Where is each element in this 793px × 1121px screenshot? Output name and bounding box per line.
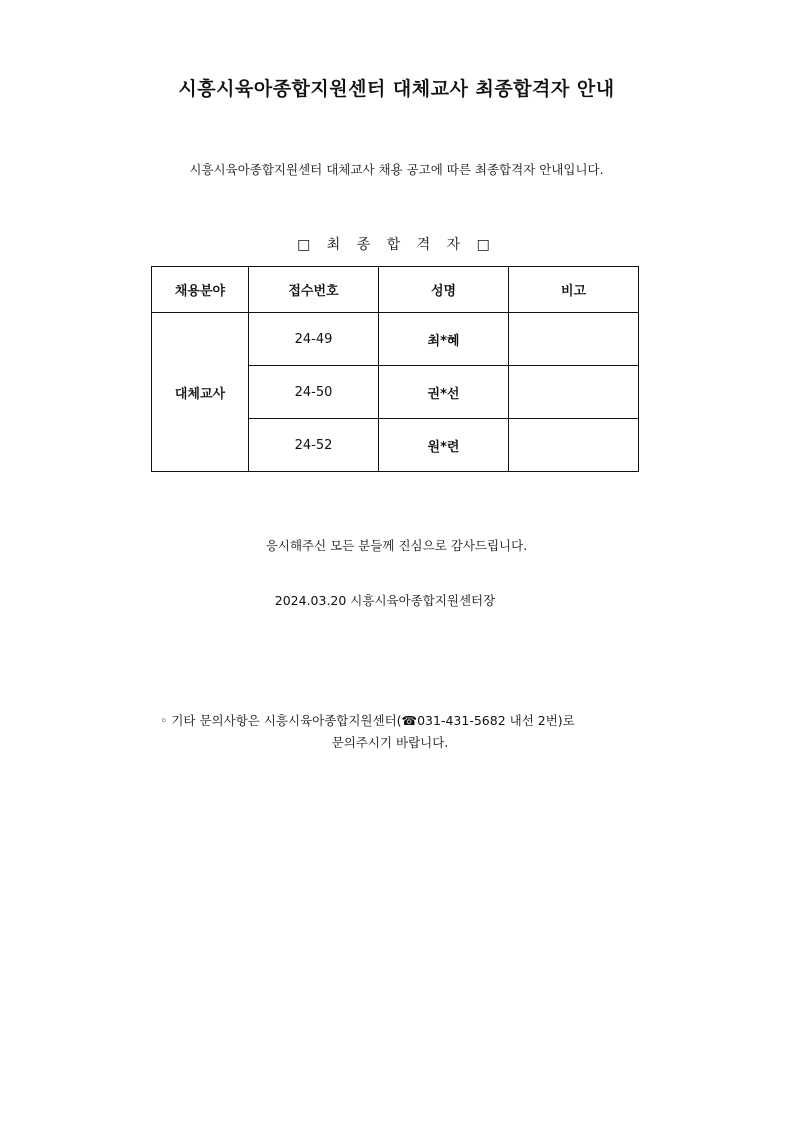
field-cell: 대체교사 xyxy=(152,313,249,472)
name-cell: 최*혜 xyxy=(379,313,509,366)
number-cell: 24-52 xyxy=(249,419,379,472)
number-cell: 24-49 xyxy=(249,313,379,366)
contact-line-2: 문의주시기 바랍니다. xyxy=(331,735,449,750)
intro-text: 시흥시육아종합지원센터 대체교사 채용 공고에 따른 최종합격자 안내입니다. xyxy=(189,162,604,177)
contact-line-1: ◦ 기타 문의사항은 시흥시육아종합지원센터(☎031-431-5682 내선 2번)로 xyxy=(160,713,575,728)
number-cell: 24-50 xyxy=(249,366,379,419)
header-number: 접수번호 xyxy=(249,267,379,313)
header-name: 성명 xyxy=(379,267,509,313)
table-header-row xyxy=(152,267,639,313)
note-cell xyxy=(509,419,639,472)
name-cell: 원*련 xyxy=(379,419,509,472)
section-heading: □ 최 종 합 격 자 □ xyxy=(297,237,496,253)
note-cell xyxy=(509,366,639,419)
document-title: 시흥시육아종합지원센터 대체교사 최종합격자 안내 xyxy=(178,78,615,100)
results-table xyxy=(151,266,639,472)
thanks-text: 응시해주신 모든 분들께 진심으로 감사드립니다. xyxy=(265,538,528,553)
header-field: 채용분야 xyxy=(152,267,249,313)
header-note: 비고 xyxy=(509,267,639,313)
name-cell: 권*선 xyxy=(379,366,509,419)
table-row xyxy=(152,313,639,366)
note-cell xyxy=(509,313,639,366)
signature-line: 2024.03.20 시흥시육아종합지원센터장 xyxy=(274,593,496,608)
contact-note xyxy=(160,710,640,754)
